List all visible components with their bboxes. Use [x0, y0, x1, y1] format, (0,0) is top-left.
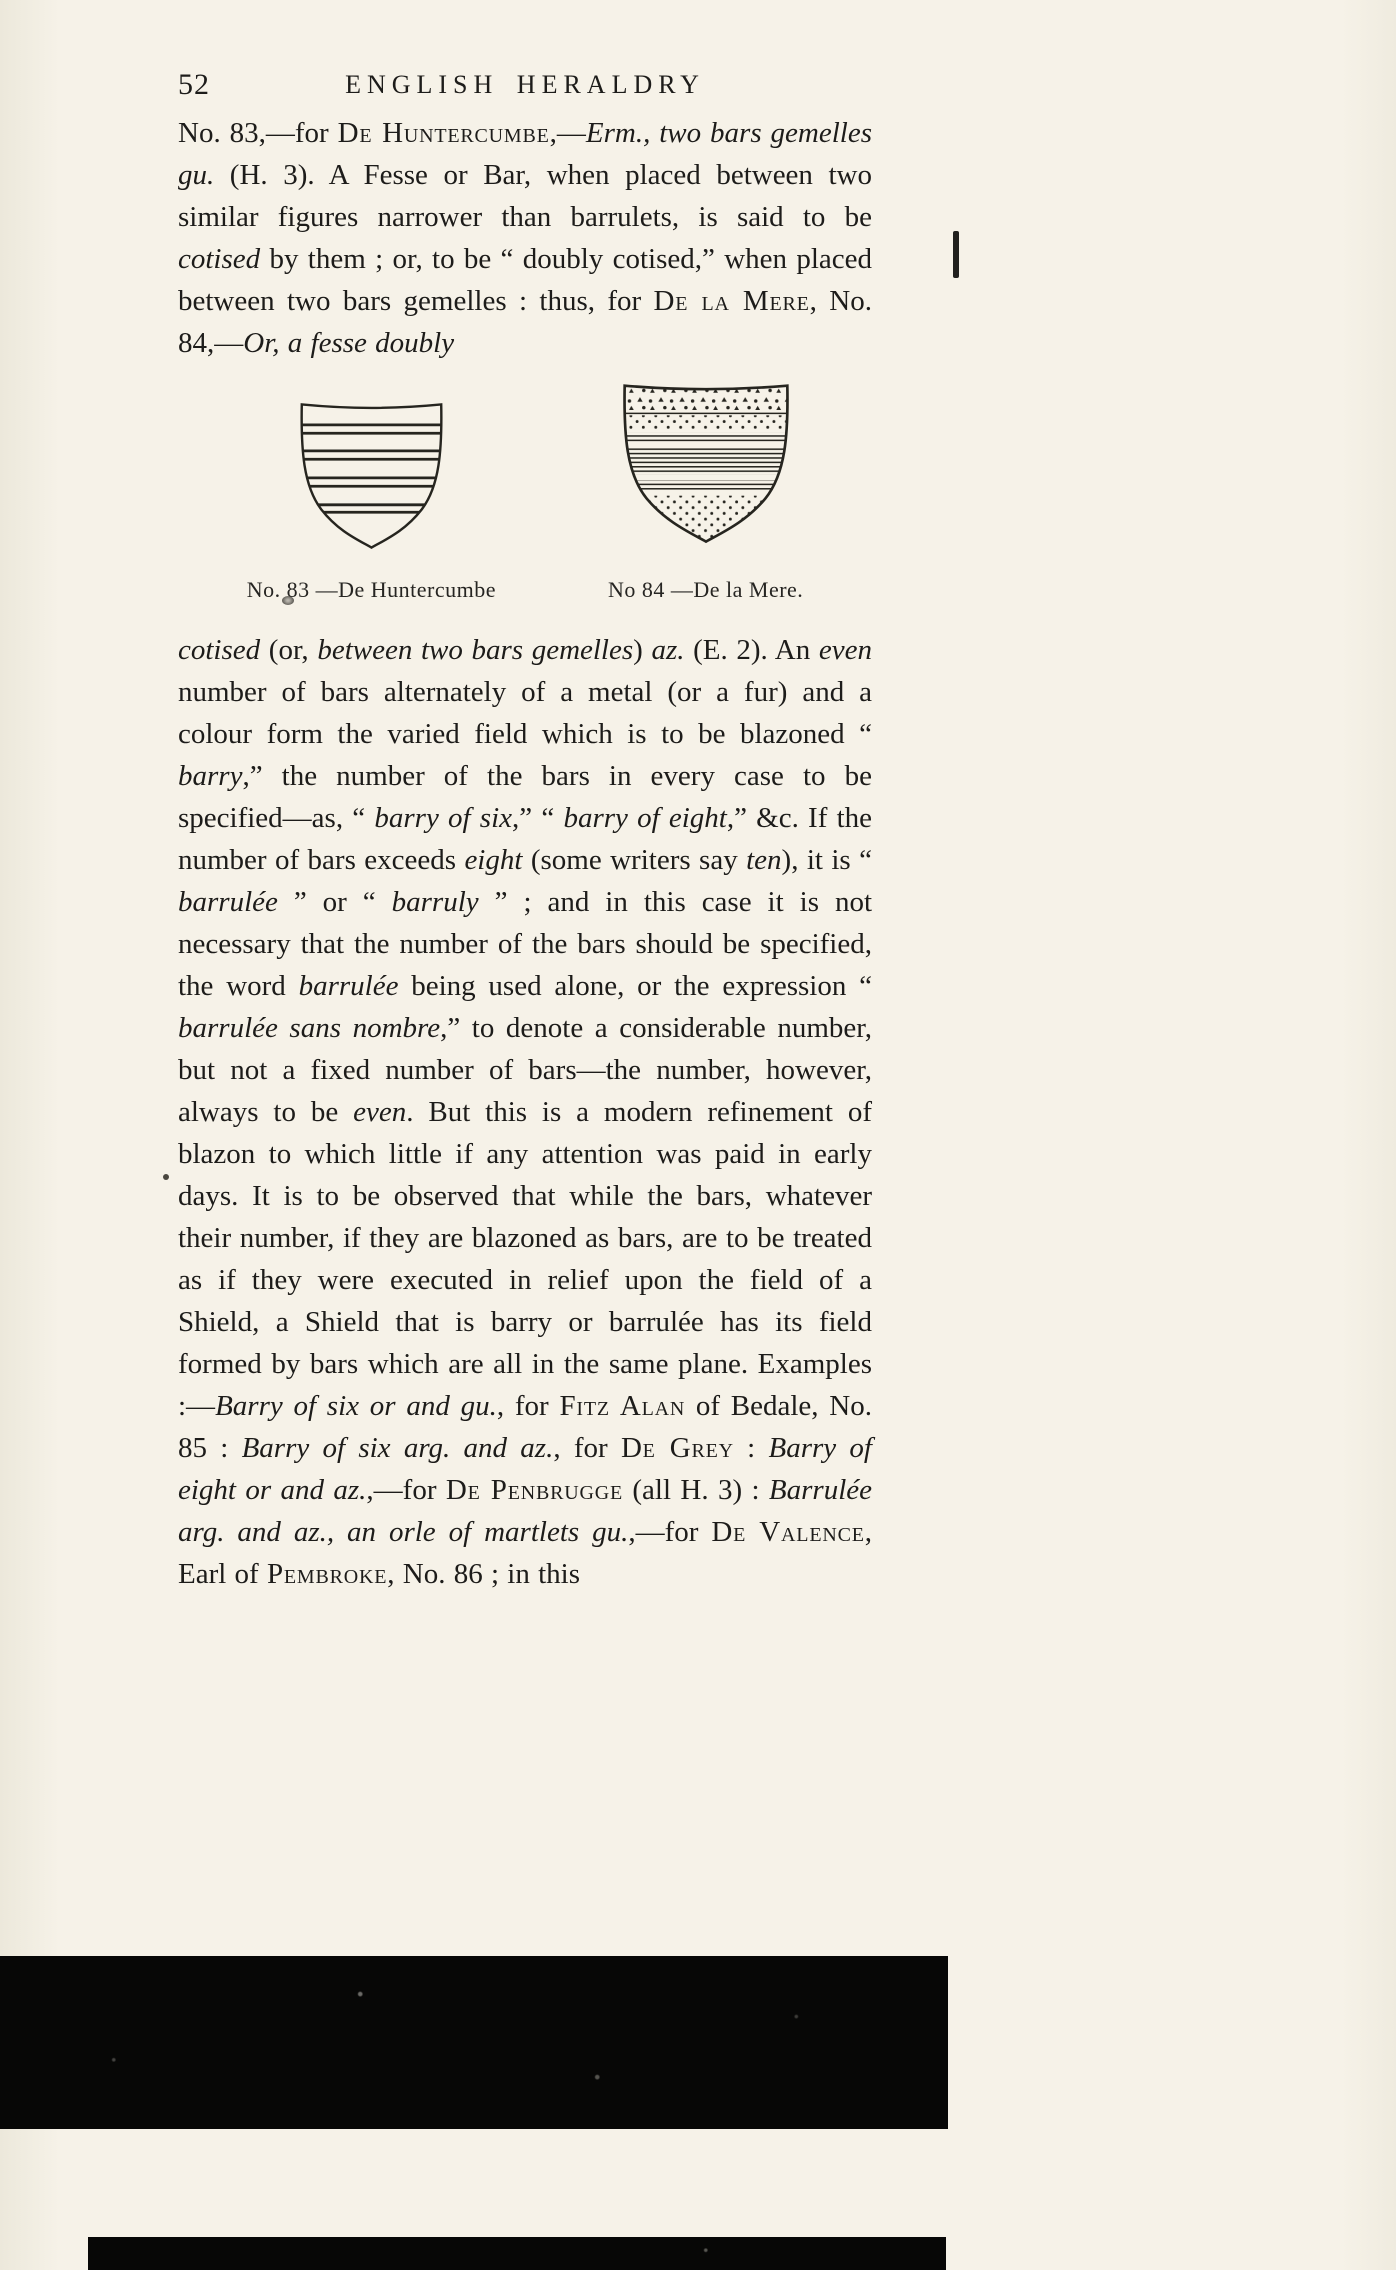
text-segment: (E. 2). An [684, 634, 819, 666]
text-segment: Barrulée arg. and az., an orle of martlets gu. [178, 1474, 872, 1548]
text-segment: being used alone, or the expression “ [398, 970, 872, 1002]
text-segment: ), it is “ [781, 844, 872, 876]
text-segment: , No. 86 ; in this [387, 1558, 580, 1590]
text-segment: by them ; or, to be “ doubly cotised,” when placed between two bars gemelles : thus, for [178, 243, 872, 317]
stray-dot [163, 1174, 169, 1180]
text-segment: No. 83,—for [178, 117, 338, 149]
text-segment: barrulée [178, 886, 278, 918]
text-segment: cotised [178, 634, 261, 666]
text-segment: ,” to denote a considerable number, but not a fixed number of bars—the number, however, always to be [178, 1012, 873, 1128]
text-segment: cotised [178, 243, 261, 275]
shield-de-huntercumbe-icon [289, 397, 454, 555]
text-segment: Fitz Alan [559, 1390, 686, 1422]
text-segment: (or, [260, 634, 318, 666]
text-segment: barrulée sans nombre [178, 1012, 441, 1044]
text-segment: ,” “ [512, 802, 564, 834]
text-segment: barry of six [374, 802, 513, 834]
ink-blot [282, 596, 294, 605]
running-title: ENGLISH HERALDRY [345, 70, 705, 99]
text-segment: De Valence [711, 1516, 865, 1548]
text-segment: barry of eight [563, 802, 727, 834]
text-segment: , for [496, 1390, 560, 1422]
text-segment: Barry of six arg. and az. [241, 1432, 554, 1464]
text-segment: : [733, 1432, 769, 1464]
text-segment: Barry of eight or and az. [178, 1432, 872, 1506]
text-segment: (some writers say [522, 844, 747, 876]
text-segment: even [353, 1096, 407, 1128]
text-segment: , No. 84,— [178, 285, 872, 359]
text-segment: ten [746, 844, 782, 876]
text-segment: of Bedale, No. 85 : [178, 1390, 872, 1464]
text-segment: De Huntercumbe [337, 117, 550, 149]
scan-black-strip [88, 2237, 946, 2270]
text-segment: ” ; and in this case it is not necessary that the number of the bars should be specified, the word [178, 886, 872, 1002]
text-segment: ” or “ [277, 886, 392, 918]
page-header [178, 62, 872, 106]
scan-edge-mark [953, 231, 959, 278]
figure-row [178, 378, 872, 603]
text-segment: ) [633, 634, 652, 666]
paragraph-intro [178, 112, 872, 364]
text-segment: between two bars gemelles [317, 634, 634, 666]
figure-de-huntercumbe [247, 397, 496, 603]
text-segment: barruly [391, 886, 479, 918]
text-segment: Barry of six or and gu. [215, 1390, 497, 1422]
text-segment: barrulée [298, 970, 399, 1002]
text-segment: number of bars alternately of a metal (or a fur) and a colour form the varied field which is to be blazoned “ [178, 676, 872, 750]
text-segment: Erm., two bars gemelles gu. [178, 117, 873, 191]
shield-de-la-mere-icon [615, 378, 797, 555]
text-segment: ,” the number of the bars in every case to be specified—as, “ [178, 760, 872, 834]
text-segment: even [818, 634, 873, 666]
figure-caption-left: No. 83 —De Huntercumbe [246, 577, 496, 602]
text-segment: Pembroke [266, 1558, 388, 1590]
text-segment: ,—for [628, 1516, 712, 1548]
page-number: 52 [178, 68, 210, 101]
text-segment: ,— [549, 117, 586, 149]
text-segment: ,” &c. If the number of bars exceeds [178, 802, 873, 876]
text-segment: (H. 3). A Fesse or Bar, when placed between two similar figures narrower than barrulets, is said to be [178, 159, 872, 233]
text-segment: ,—for [366, 1474, 446, 1506]
figure-de-la-mere [608, 378, 803, 603]
text-segment: (all H. 3) : [623, 1474, 769, 1506]
text-segment: eight [464, 844, 523, 876]
text-segment: . But this is a modern refinement of blazon to which little if any attention was paid in early days. It is to be observed that while the bars, whatever their number, if they are blazoned as bars, are to be treated as if they were executed in relief upon the field of a Shield, a Shield that is barry or barrulée has its field formed by bars which are all in the same plane. Examples :— [178, 1096, 873, 1422]
text-segment: De Grey [620, 1432, 734, 1464]
text-segment: , for [553, 1432, 621, 1464]
text-segment: De Penbrugge [445, 1474, 624, 1506]
page-content [178, 62, 872, 1595]
text-segment: De la Mere [653, 285, 810, 317]
paragraph-main [178, 629, 872, 1595]
text-segment: Or, a fesse doubly [243, 327, 455, 359]
text-segment: barry [178, 760, 243, 792]
text-segment: , Earl of [178, 1516, 872, 1590]
figure-caption-right: No 84 —De la Mere. [607, 577, 804, 602]
scan-black-band [0, 1956, 948, 2129]
text-segment: az. [651, 634, 685, 666]
